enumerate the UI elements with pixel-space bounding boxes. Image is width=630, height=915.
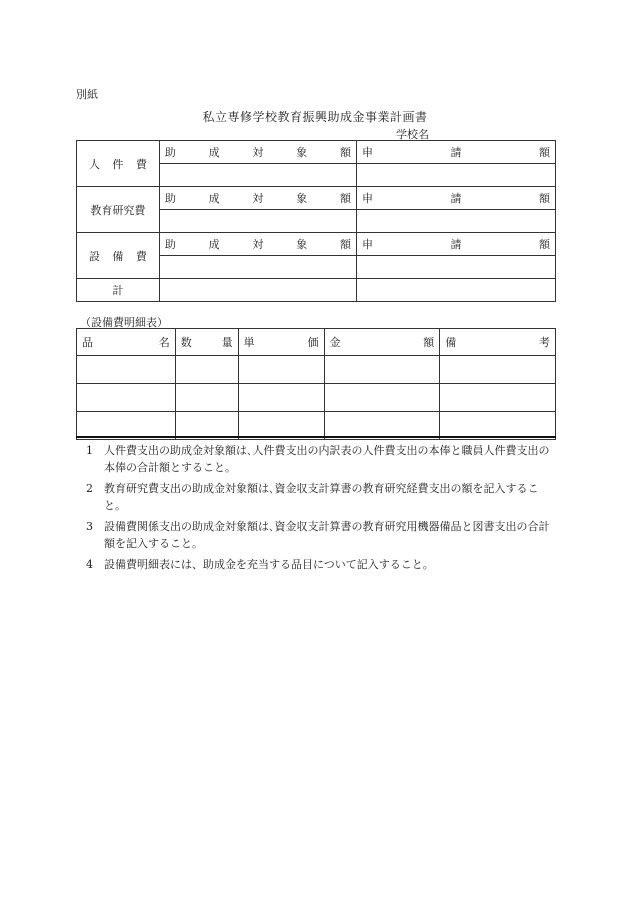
header-quantity: 数 量 xyxy=(175,329,238,356)
header-item-name: 品 名 xyxy=(77,329,176,356)
item-name-cell[interactable] xyxy=(77,384,176,412)
item-name-cell[interactable] xyxy=(77,356,176,384)
amount-cell[interactable] xyxy=(324,384,440,412)
remarks-cell[interactable] xyxy=(440,384,556,412)
remarks-cell[interactable] xyxy=(440,356,556,384)
application-amount-header: 申 請 額 xyxy=(356,141,555,164)
subject-amount-header: 助 成 対 象 額 xyxy=(159,187,356,210)
subject-amount-header: 助 成 対 象 額 xyxy=(159,233,356,256)
application-amount-header: 申 請 額 xyxy=(356,233,555,256)
amount-cell[interactable] xyxy=(324,356,440,384)
total-application-amount-cell[interactable] xyxy=(356,279,555,302)
unit-price-cell[interactable] xyxy=(238,384,324,412)
bottom-rule xyxy=(76,436,556,438)
quantity-cell[interactable] xyxy=(175,356,238,384)
subject-amount-header: 助 成 対 象 額 xyxy=(159,141,356,164)
table-row xyxy=(77,384,556,412)
school-name-label: 学校名 xyxy=(396,128,429,141)
header-unit-price: 単 価 xyxy=(238,329,324,356)
equipment-detail-table xyxy=(76,328,556,440)
category-personnel: 人 件 費 xyxy=(77,141,160,187)
personnel-subject-amount-cell[interactable] xyxy=(159,164,356,187)
notes-list xyxy=(86,442,556,577)
education-application-amount-cell[interactable] xyxy=(356,210,555,233)
equipment-detail-subtitle: （設備費明細表） xyxy=(80,316,168,329)
plan-table xyxy=(76,140,556,302)
equipment-subject-amount-cell[interactable] xyxy=(159,256,356,279)
note-item: 3 設備費関係支出の助成金対象額は､資金収支計算書の教育研究用機器備品と図書支出の合計額を記入すること。 xyxy=(86,520,550,550)
note-item: 4 設備費明細表には、助成金を充当する品目について記入すること。 xyxy=(86,558,434,571)
note-item: 2 教育研究費支出の助成金対象額は､資金収支計算書の教育研究経費支出の額を記入すること。 xyxy=(86,482,539,512)
header-amount: 金 額 xyxy=(324,329,440,356)
unit-price-cell[interactable] xyxy=(238,356,324,384)
application-amount-header: 申 請 額 xyxy=(356,187,555,210)
education-subject-amount-cell[interactable] xyxy=(159,210,356,233)
header-remarks: 備 考 xyxy=(440,329,556,356)
table-row xyxy=(77,356,556,384)
personnel-application-amount-cell[interactable] xyxy=(356,164,555,187)
annex-label: 別紙 xyxy=(76,88,98,101)
note-item: 1 人件費支出の助成金対象額は､人件費支出の内訳表の人件費支出の本俸と職員人件費支出の本俸の合計額とすること。 xyxy=(86,444,550,474)
document-title: 私立専修学校教育振興助成金事業計画書 xyxy=(202,110,428,124)
category-education-research: 教育研究費 xyxy=(77,187,160,233)
total-label: 計 xyxy=(77,279,160,302)
quantity-cell[interactable] xyxy=(175,384,238,412)
equipment-application-amount-cell[interactable] xyxy=(356,256,555,279)
total-subject-amount-cell[interactable] xyxy=(159,279,356,302)
category-equipment: 設 備 費 xyxy=(77,233,160,279)
